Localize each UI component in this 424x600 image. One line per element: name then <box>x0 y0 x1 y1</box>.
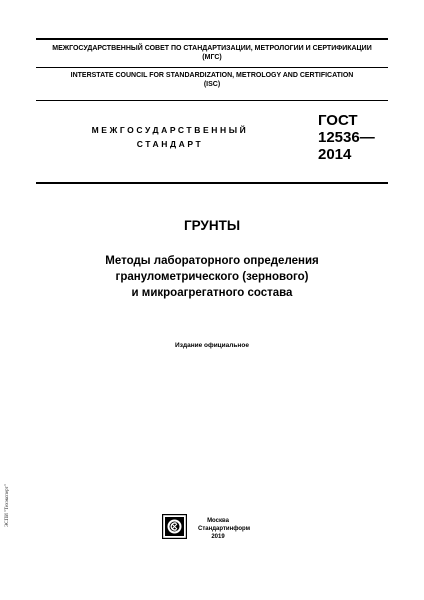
council-en-line2: (ISC) <box>203 81 221 88</box>
gost-line1: ГОСТ <box>318 112 358 129</box>
publisher-city: Москва <box>207 518 229 524</box>
side-watermark: ЭСПИ "Техэксперт" <box>5 484 10 527</box>
gost-line3: 2014 <box>318 146 352 163</box>
publisher-name: Стандартинформ <box>198 526 251 532</box>
document-title: ГРУНТЫ <box>183 218 241 233</box>
edition-label: Издание официальное <box>175 342 249 349</box>
publisher-year: 2019 <box>211 534 225 540</box>
rule-standard-bottom <box>36 182 388 184</box>
council-ru <box>36 44 388 62</box>
council-ru-line1: МЕЖГОСУДАРСТВЕННЫЙ СОВЕТ ПО СТАНДАРТИЗАЦИИ, МЕТРОЛОГИИ И СЕРТИФИКАЦИИ <box>52 45 372 52</box>
council-en-line1: INTERSTATE COUNCIL FOR STANDARDIZATION, METROLOGY AND CERTIFICATION <box>70 72 354 79</box>
subtitle-line1: Методы лабораторного определения <box>105 255 319 267</box>
standartinform-logo-icon <box>162 514 187 539</box>
standard-label-line1: МЕЖГОСУДАРСТВЕННЫЙ <box>91 125 249 135</box>
subtitle-line3: и микроагрегатного состава <box>131 287 293 299</box>
council-ru-line2: (МГС) <box>202 54 222 61</box>
gost-line2: 12536— <box>318 129 375 146</box>
rule-middle <box>36 67 388 68</box>
rule-header-bottom <box>36 100 388 101</box>
standard-label-line2: СТАНДАРТ <box>136 139 204 149</box>
subtitle-line2: гранулометрического (зернового) <box>115 271 309 283</box>
council-en <box>36 71 388 89</box>
rule-top <box>36 38 388 40</box>
